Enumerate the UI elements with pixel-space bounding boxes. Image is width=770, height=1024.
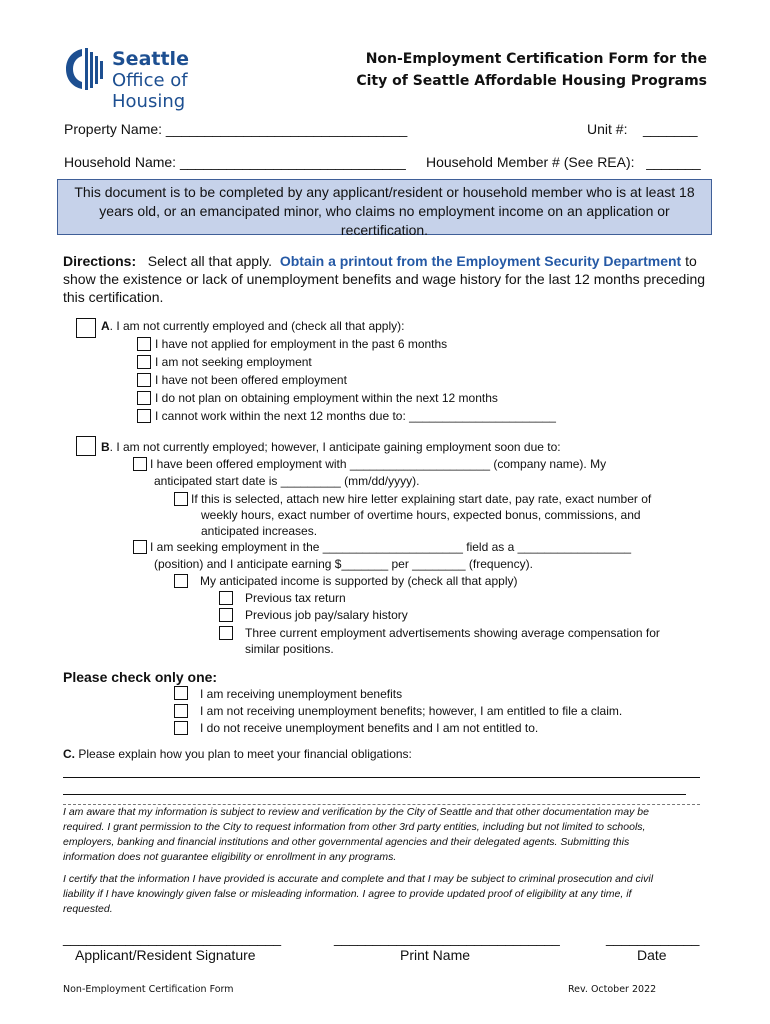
b-seek-line-1: I am seeking employment in the _____________________ field as a _________________ [150,540,632,554]
support-item-checkbox[interactable] [219,608,233,622]
property-name-field[interactable]: Property Name: _______________________________ [64,121,408,137]
b-offer-line-1: I have been offered employment with _____________________ (company name). My [150,457,607,471]
a-item-label: I have not been offered employment [155,373,347,387]
a-item-checkbox[interactable] [137,409,151,423]
a-item-label: I do not plan on obtaining employment within the next 12 months [155,391,498,405]
explanation-line[interactable] [63,794,686,795]
footer-form-name: Non-Employment Certification Form [63,984,234,995]
date-line[interactable]: ____________ [606,930,700,946]
directions-line-3: this certification. [63,289,164,305]
support-item-label: Three current employment advertisements showing average compensation for [245,626,660,640]
signature-label: Applicant/Resident Signature [75,947,256,963]
directions-text: Select all that apply. [147,253,273,269]
unemployment-checkbox[interactable] [174,721,188,735]
explanation-line[interactable] [63,777,700,778]
directions-label: Directions: [63,253,137,269]
a-item-label: I am not seeking employment [155,355,312,369]
a-item-checkbox[interactable] [137,355,151,369]
b-attach-line-1: If this is selected, attach new hire letter explaining start date, pay rate, exact number of [191,492,652,506]
unit-number-field[interactable]: Unit #: _______ [587,121,698,137]
section-b-letter: B [101,440,110,454]
signature-line[interactable]: ____________________________ [63,930,282,946]
support-item-label: Previous tax return [245,591,346,605]
b-attach-checkbox[interactable] [174,492,188,506]
logo [64,46,264,112]
support-item-label-cont: similar positions. [245,642,334,656]
support-item-label: Previous job pay/salary history [245,608,408,622]
disclaimer-line: required. I grant permission to the City to request information from other 3rd party entities, including but not limited to schools, [63,821,646,833]
b-seek-line-2: (position) and I anticipate earning $_______ per ________ (frequency). [154,557,533,571]
section-a-letter: A [101,319,110,333]
support-item-checkbox[interactable] [219,591,233,605]
section-c-heading [63,746,412,763]
seattle-logo-icon [64,46,106,92]
section-b-heading [101,439,561,456]
directions [63,252,713,306]
section-c-letter: C. [63,747,75,761]
unemployment-checkbox[interactable] [174,686,188,700]
print-name-label: Print Name [400,947,471,963]
a-item-checkbox[interactable] [137,373,151,387]
household-member-field[interactable]: Household Member # (See REA): _______ [426,154,701,170]
footer-revision: Rev. October 2022 [568,984,657,995]
a-item-checkbox[interactable] [137,337,151,351]
section-b-checkbox[interactable] [76,436,96,456]
disclaimer-line: information does not guarantee eligibility or enrollment in any programs. [63,851,397,863]
household-name-field[interactable]: Household Name: _____________________________ [64,154,406,170]
unemployment-checkbox[interactable] [174,704,188,718]
b-support-checkbox[interactable] [174,574,188,588]
disclaimer-review [63,805,713,865]
title-line-1: Non-Employment Certification Form for the [365,51,707,67]
b-offer-line-2: anticipated start date is _________ (mm/dd/yyyy). [154,474,420,488]
esd-link[interactable]: Obtain a printout from the Employment Security Department [279,253,682,269]
section-c-text: Please explain how you plan to meet your financial obligations: [78,747,412,761]
directions-text-2: to [685,253,697,269]
date-label: Date [637,947,667,963]
logo-word-office: Office of Housing [112,70,188,112]
section-a-heading-text: . I am not currently employed and (check all that apply): [109,319,405,333]
section-a-heading [101,318,404,335]
logo-word-seattle: Seattle [112,48,189,70]
b-support-label: My anticipated income is supported by (check all that apply) [200,574,518,588]
disclaimer-line: liability if I have knowingly given false or misleading information. I agree to provide updated proof of eligibility at any time, if [63,888,632,900]
disclaimer-line: I am aware that my information is subject to review and verification by the City of Seattle and that other documentation may be [63,806,649,818]
a-item-label: I have not applied for employment in the past 6 months [155,337,448,351]
disclaimer-line: employers, banking and financial institutions and other governmental agencies and their delegated agents. Submitting this [63,836,630,848]
section-b-heading-text: . I am not currently employed; however, I anticipate gaining employment soon due to: [109,440,561,454]
b-attach-line-2: weekly hours, exact number of overtime hours, expected bonus, commissions, and [201,508,641,522]
unemployment-option: I am not receiving unemployment benefits; however, I am entitled to file a claim. [200,704,623,718]
directions-line-2: show the existence or lack of unemployment benefits and wage history for the last 12 months preceding [63,271,706,287]
support-item-checkbox[interactable] [219,626,233,640]
page-title [356,48,707,92]
b-seek-checkbox[interactable] [133,540,147,554]
unemployment-option: I do not receive unemployment benefits and I am not entitled to. [200,721,539,735]
a-item-label: I cannot work within the next 12 months due to: ______________________ [155,409,556,423]
disclaimer-certify [63,872,713,917]
check-one-heading: Please check only one: [63,669,218,685]
section-a-checkbox[interactable] [76,318,96,338]
a-item-checkbox[interactable] [137,391,151,405]
print-name-line[interactable]: _____________________________ [334,930,560,946]
unemployment-option: I am receiving unemployment benefits [200,687,403,701]
title-line-2: City of Seattle Affordable Housing Programs [356,73,707,89]
notice-box: This document is to be completed by any applicant/resident or household member who is at least 18 years old, or an emancipated minor, who claims no employment income on an application or recertification. [57,179,712,235]
disclaimer-line: I certify that the information I have provided is accurate and complete and that I may be subject to criminal prosecution and civil [63,873,654,885]
b-attach-line-3: anticipated increases. [201,524,318,538]
b-offer-checkbox[interactable] [133,457,147,471]
disclaimer-line: requested. [63,903,113,915]
